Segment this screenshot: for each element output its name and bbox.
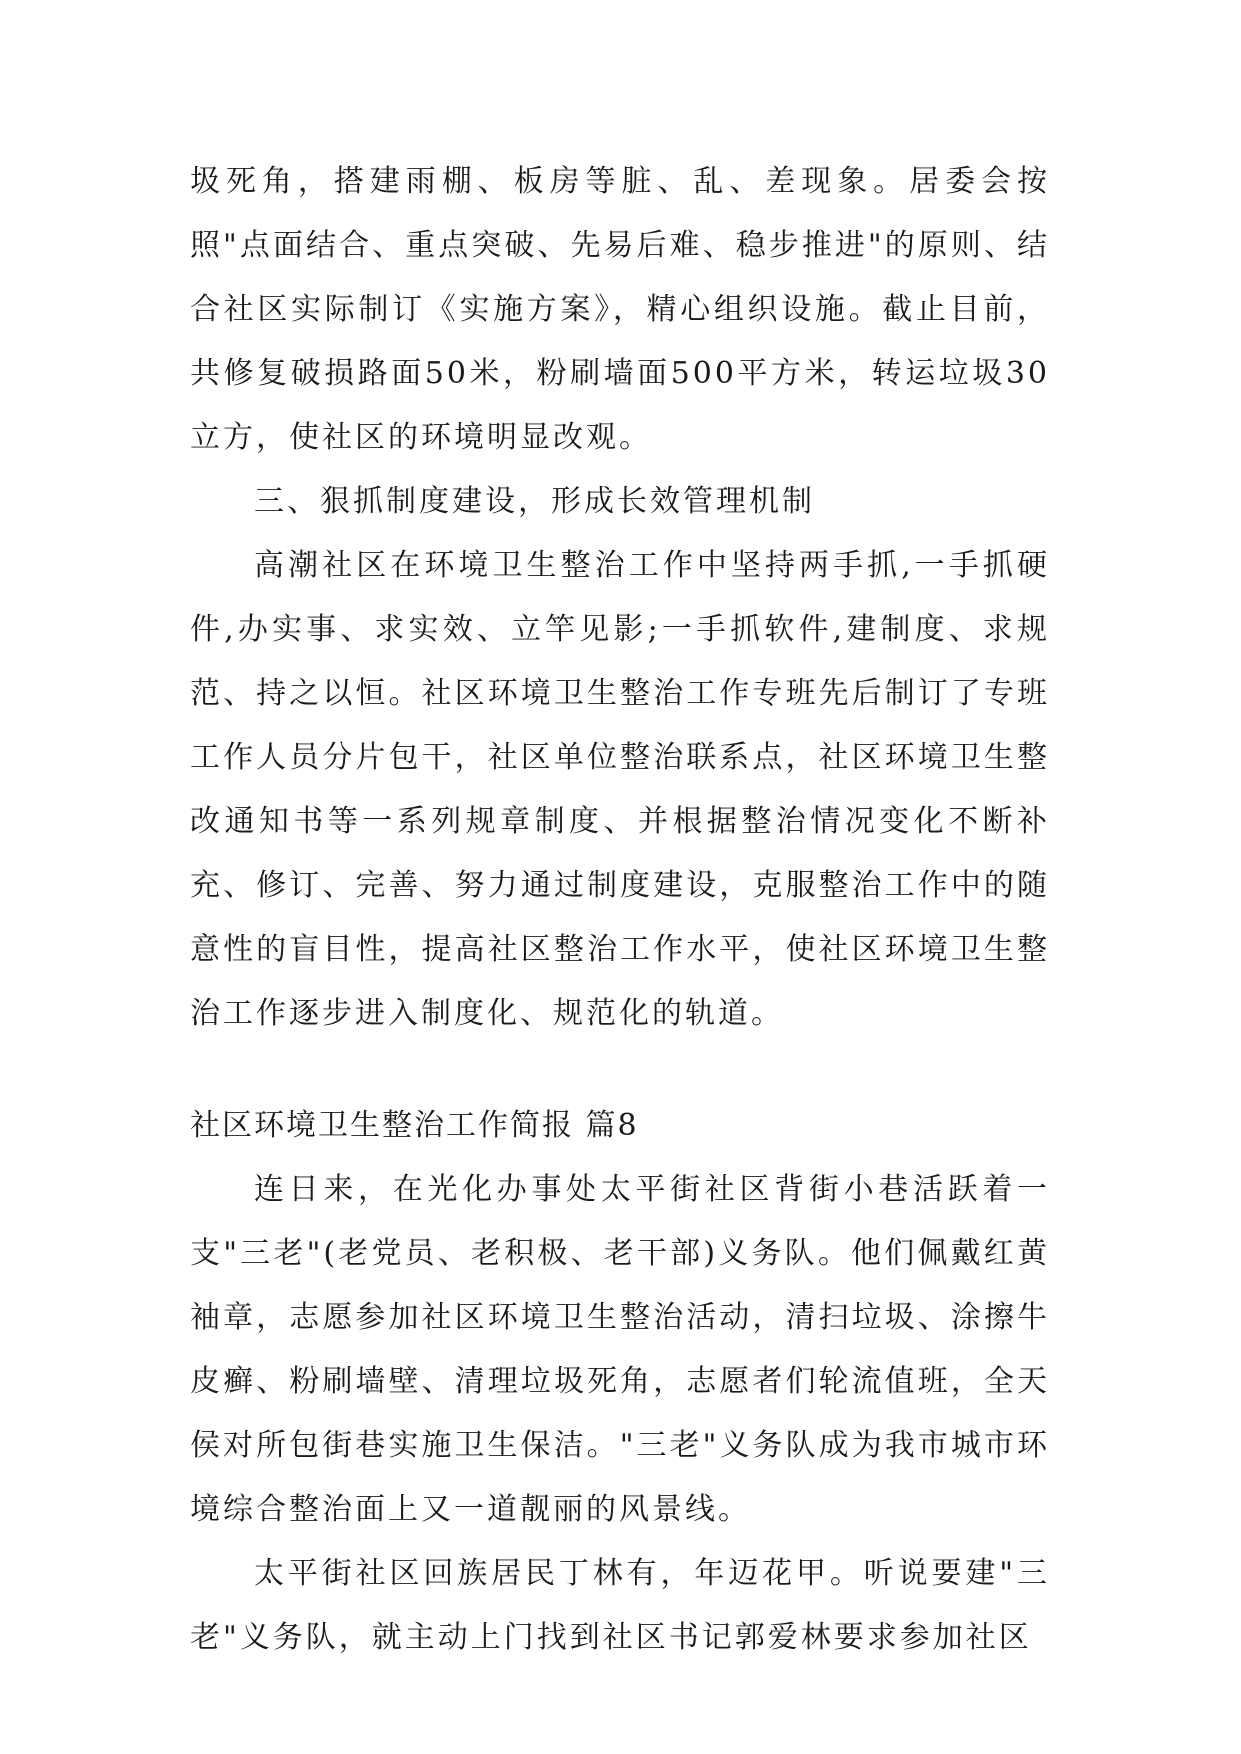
body-paragraph: 高潮社区在环境卫生整治工作中坚持两手抓,一手抓硬件,办实事、求实效、立竿见影;一手抓软件,建制度、求规范、持之以恒。社区环境卫生整治工作专班先后制订了专班工作人员分片包干，社区单位整治联系点，社区环境卫生整改通知书等一系列规章制度、并根据整治情况变化不断补充、修订、完善、努力通过制度建设，克服整治工作中的随意性的盲目性，提高社区整治工作水平，使社区环境卫生整治工作逐步进入制度化、规范化的轨道。	[190, 548, 1050, 1031]
body-paragraph: 圾死角，搭建雨棚、板房等脏、乱、差现象。居委会按照"点面结合、重点突破、先易后难、稳步推进"的原则、结合社区实际制订《实施方案》，精心组织设施。截止目前，共修复破损路面50米，粉刷墙面500平方米，转运垃圾30立方，使社区的环境明显改观。	[190, 164, 1050, 455]
body-paragraph: 连日来，在光化办事处太平街社区背街小巷活跃着一支"三老"(老党员、老积极、老干部)义务队。他们佩戴红黄袖章，志愿参加社区环境卫生整治活动，清扫垃圾、涂擦牛皮癣、粉刷墙壁、清理垃圾死角，志愿者们轮流值班，全天侯对所包街巷实施卫生保洁。"三老"义务队成为我市城市环境综合整治面上又一道靓丽的风景线。	[190, 1172, 1050, 1527]
article-title: 社区环境卫生整治工作简报 篇8	[190, 1108, 639, 1143]
document-body	[190, 150, 1050, 1670]
section-heading: 三、狠抓制度建设，形成长效管理机制	[254, 484, 815, 519]
body-paragraph: 太平街社区回族居民丁林有，年迈花甲。听说要建"三老"义务队，就主动上门找到社区书记郭爱林要求参加社区	[190, 1556, 1050, 1655]
